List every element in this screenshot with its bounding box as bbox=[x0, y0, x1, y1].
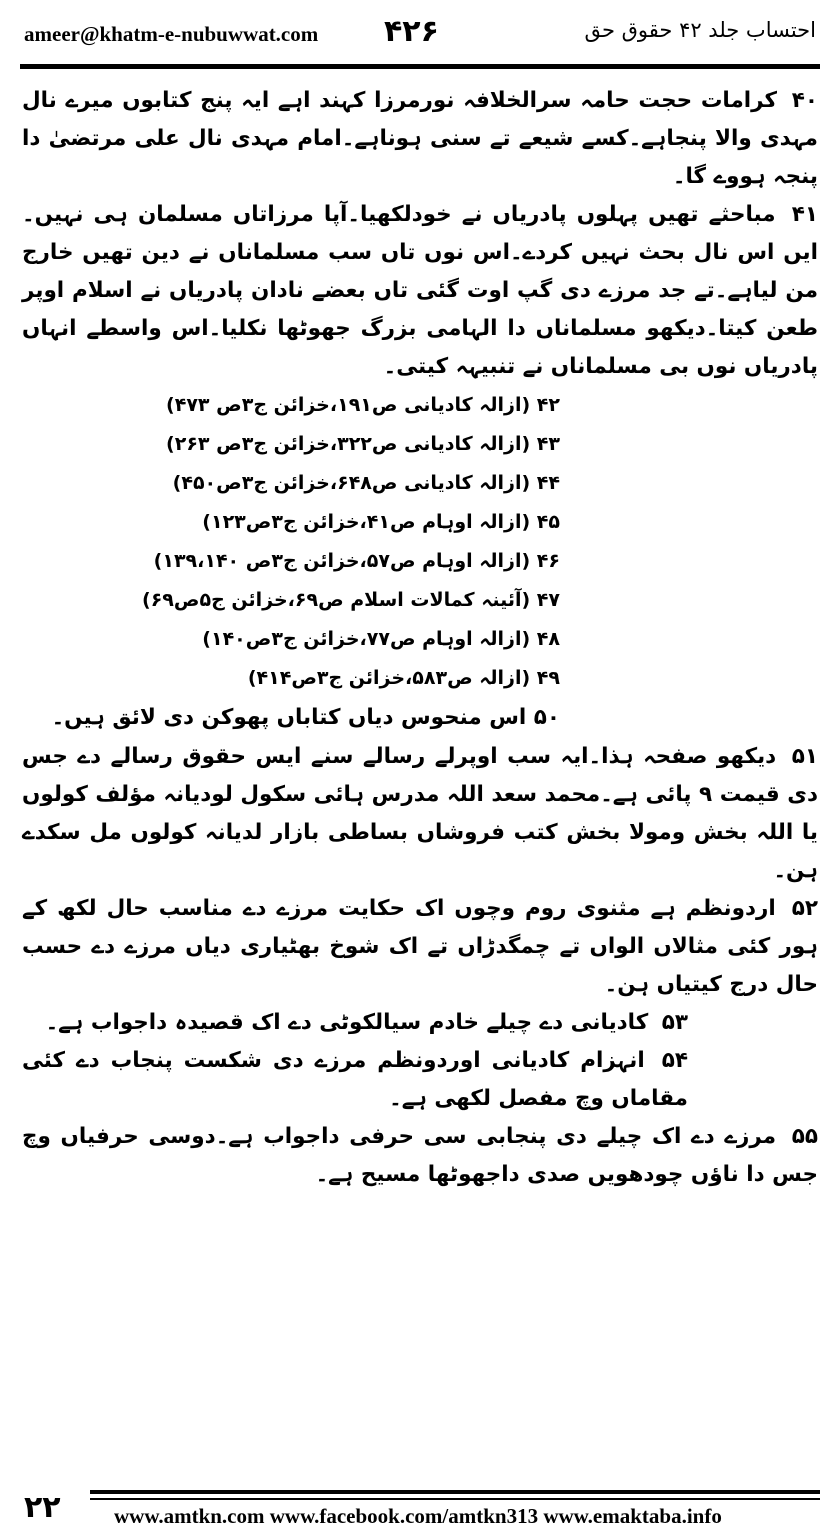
item-number: ۵۳ bbox=[661, 1010, 688, 1035]
item-54 bbox=[22, 1042, 818, 1118]
reference-item bbox=[22, 503, 818, 542]
page-footer bbox=[20, 1490, 820, 1530]
reference-list bbox=[22, 386, 818, 698]
footer-rule bbox=[90, 1490, 820, 1494]
paragraph-text: کرامات حجت حامہ سرالخلافہ نورمرزا کہند اہے ایہ پنج کتابوں میرے نال مہدی والا پنجاہے۔کسے شیعے تے سنی ہوناہے۔امام مہدی نال علی مرتضیٰ دا پنجہ ہووے گا۔ bbox=[22, 88, 818, 189]
running-head: احتساب جلد ۴۲ حقوق حق bbox=[584, 18, 816, 42]
item-text: اس منحوس دیاں کتاباں پھوکن دی لائق ہیں۔ bbox=[51, 705, 527, 730]
reference-item bbox=[22, 386, 818, 425]
reference-text: (ازالہ کادیانی ص۶۴۸،خزائن ج۳ص۴۵۰) bbox=[172, 472, 531, 494]
item-number: ۴۰ bbox=[791, 88, 818, 113]
reference-item bbox=[22, 464, 818, 503]
paragraph-text: دیکھو صفحہ ہذا۔ایہ سب اوپرلے رسالے سنے ایس حقوق رسالے دے جس دی قیمت ۹ پائی ہے۔محمد سعد اللہ مدرس ہائی سکول لودیانہ مؤلف کولوں یا اللہ بخش ومولا بخش کتب فروشاں بساطی بازار لدیانہ کولوں مل سکدے ہن۔ bbox=[22, 744, 818, 883]
paragraph-41 bbox=[22, 196, 818, 386]
reference-text: (ازالہ کادیانی ص۳۲۲،خزائن ج۳ص ۲۶۳) bbox=[166, 433, 531, 455]
item-53 bbox=[22, 1004, 818, 1042]
footer-links: www.amtkn.com www.facebook.com/amtkn313 www.emaktaba.info bbox=[114, 1504, 722, 1528]
item-50 bbox=[22, 698, 818, 738]
reference-text: (ازالہ اوہام ص۵۷،خزائن ج۳ص ۱۳۹،۱۴۰) bbox=[153, 550, 531, 572]
reference-item bbox=[22, 620, 818, 659]
page-header bbox=[24, 14, 816, 56]
item-number: ۵۵ bbox=[791, 1124, 818, 1149]
header-rule bbox=[20, 64, 820, 69]
item-number: ۴۵ bbox=[536, 511, 560, 533]
item-number: ۵۰ bbox=[533, 705, 560, 730]
header-email: ameer@khatm-e-nubuwwat.com bbox=[24, 22, 319, 46]
item-number: ۵۱ bbox=[791, 744, 818, 769]
paragraph-text: اردونظم ہے مثنوی روم وچوں اک حکایت مرزے دے مناسب حال لکھ کے ہور کئی مثالاں الواں تے چمگدڑاں تے اک شوخ بھٹیاری دیاں مرزے دے حسب حال درج کیتیاں ہن۔ bbox=[22, 896, 818, 997]
item-number: ۴۹ bbox=[536, 667, 560, 689]
item-number: ۴۶ bbox=[536, 550, 560, 572]
reference-text: (ازالہ کادیانی ص۱۹۱،خزائن ج۳ص ۴۷۳) bbox=[166, 394, 531, 416]
paragraph-51 bbox=[22, 738, 818, 890]
item-number: ۴۴ bbox=[536, 472, 560, 494]
item-text: کادیانی دے چیلے خادم سیالکوٹی دے اک قصیدہ داجواب ہے۔ bbox=[45, 1010, 649, 1035]
paragraph-52 bbox=[22, 890, 818, 1004]
reference-item bbox=[22, 542, 818, 581]
item-number: ۵۲ bbox=[791, 896, 818, 921]
item-number: ۴۲ bbox=[536, 394, 560, 416]
paragraph-text: مباحثے تھیں پہلوں پادریاں نے خودلکھیا۔آپا مرزاتاں مسلمان ہی نہیں۔ایں اس نال بحث نہیں کردے۔اس نوں تاں سب مسلماناں نے دین تھیں خارج من لیاہے۔تے جد مرزے دی گپ اوت گئی تاں بعضے نادان پادریاں نے اسلام اوپر طعن کیتا۔دیکھو مسلماناں دا الہامی بزرگ جھوٹھا نکلیا۔اس واسطے انہاں پادریاں نوں بی مسلماناں نے تنبیہہ کیتی۔ bbox=[22, 202, 818, 379]
reference-text: (آئینہ کمالات اسلام ص۶۹،خزائن ج۵ص۶۹) bbox=[142, 589, 531, 611]
item-text: مرزے دے اک چیلے دی پنجابی سی حرفی داجواب ہے۔دوسی حرفیاں وچ جس دا ناؤں چودھویں صدی داجھوٹھا مسیح ہے۔ bbox=[22, 1124, 818, 1187]
reference-item bbox=[22, 581, 818, 620]
reference-item bbox=[22, 425, 818, 464]
paragraph-40 bbox=[22, 82, 818, 196]
item-number: ۵۴ bbox=[661, 1048, 688, 1073]
reference-text: (ازالہ ص۵۸۳،خزائن ج۳ص۴۱۴) bbox=[247, 667, 531, 689]
footer-page-number: ۲۲ bbox=[24, 1490, 61, 1525]
reference-text: (ازالہ اوہام ص۷۷،خزائن ج۳ص۱۴۰) bbox=[202, 628, 531, 650]
item-number: ۴۸ bbox=[536, 628, 560, 650]
reference-item bbox=[22, 659, 818, 698]
reference-text: (ازالہ اوہام ص۴۱،خزائن ج۳ص۱۲۳) bbox=[202, 511, 531, 533]
footer-rule-thin bbox=[90, 1498, 820, 1500]
page-number: ۴۲۶ bbox=[384, 14, 439, 49]
item-number: ۴۱ bbox=[791, 202, 818, 227]
item-number: ۴۳ bbox=[536, 433, 560, 455]
page-body bbox=[22, 82, 818, 1194]
item-55 bbox=[22, 1118, 818, 1194]
item-text: انہزام کادیانی اوردونظم مرزے دی شکست پنجاب دے کئی مقاماں وچ مفصل لکھی ہے۔ bbox=[22, 1048, 688, 1111]
item-number: ۴۷ bbox=[536, 589, 560, 611]
